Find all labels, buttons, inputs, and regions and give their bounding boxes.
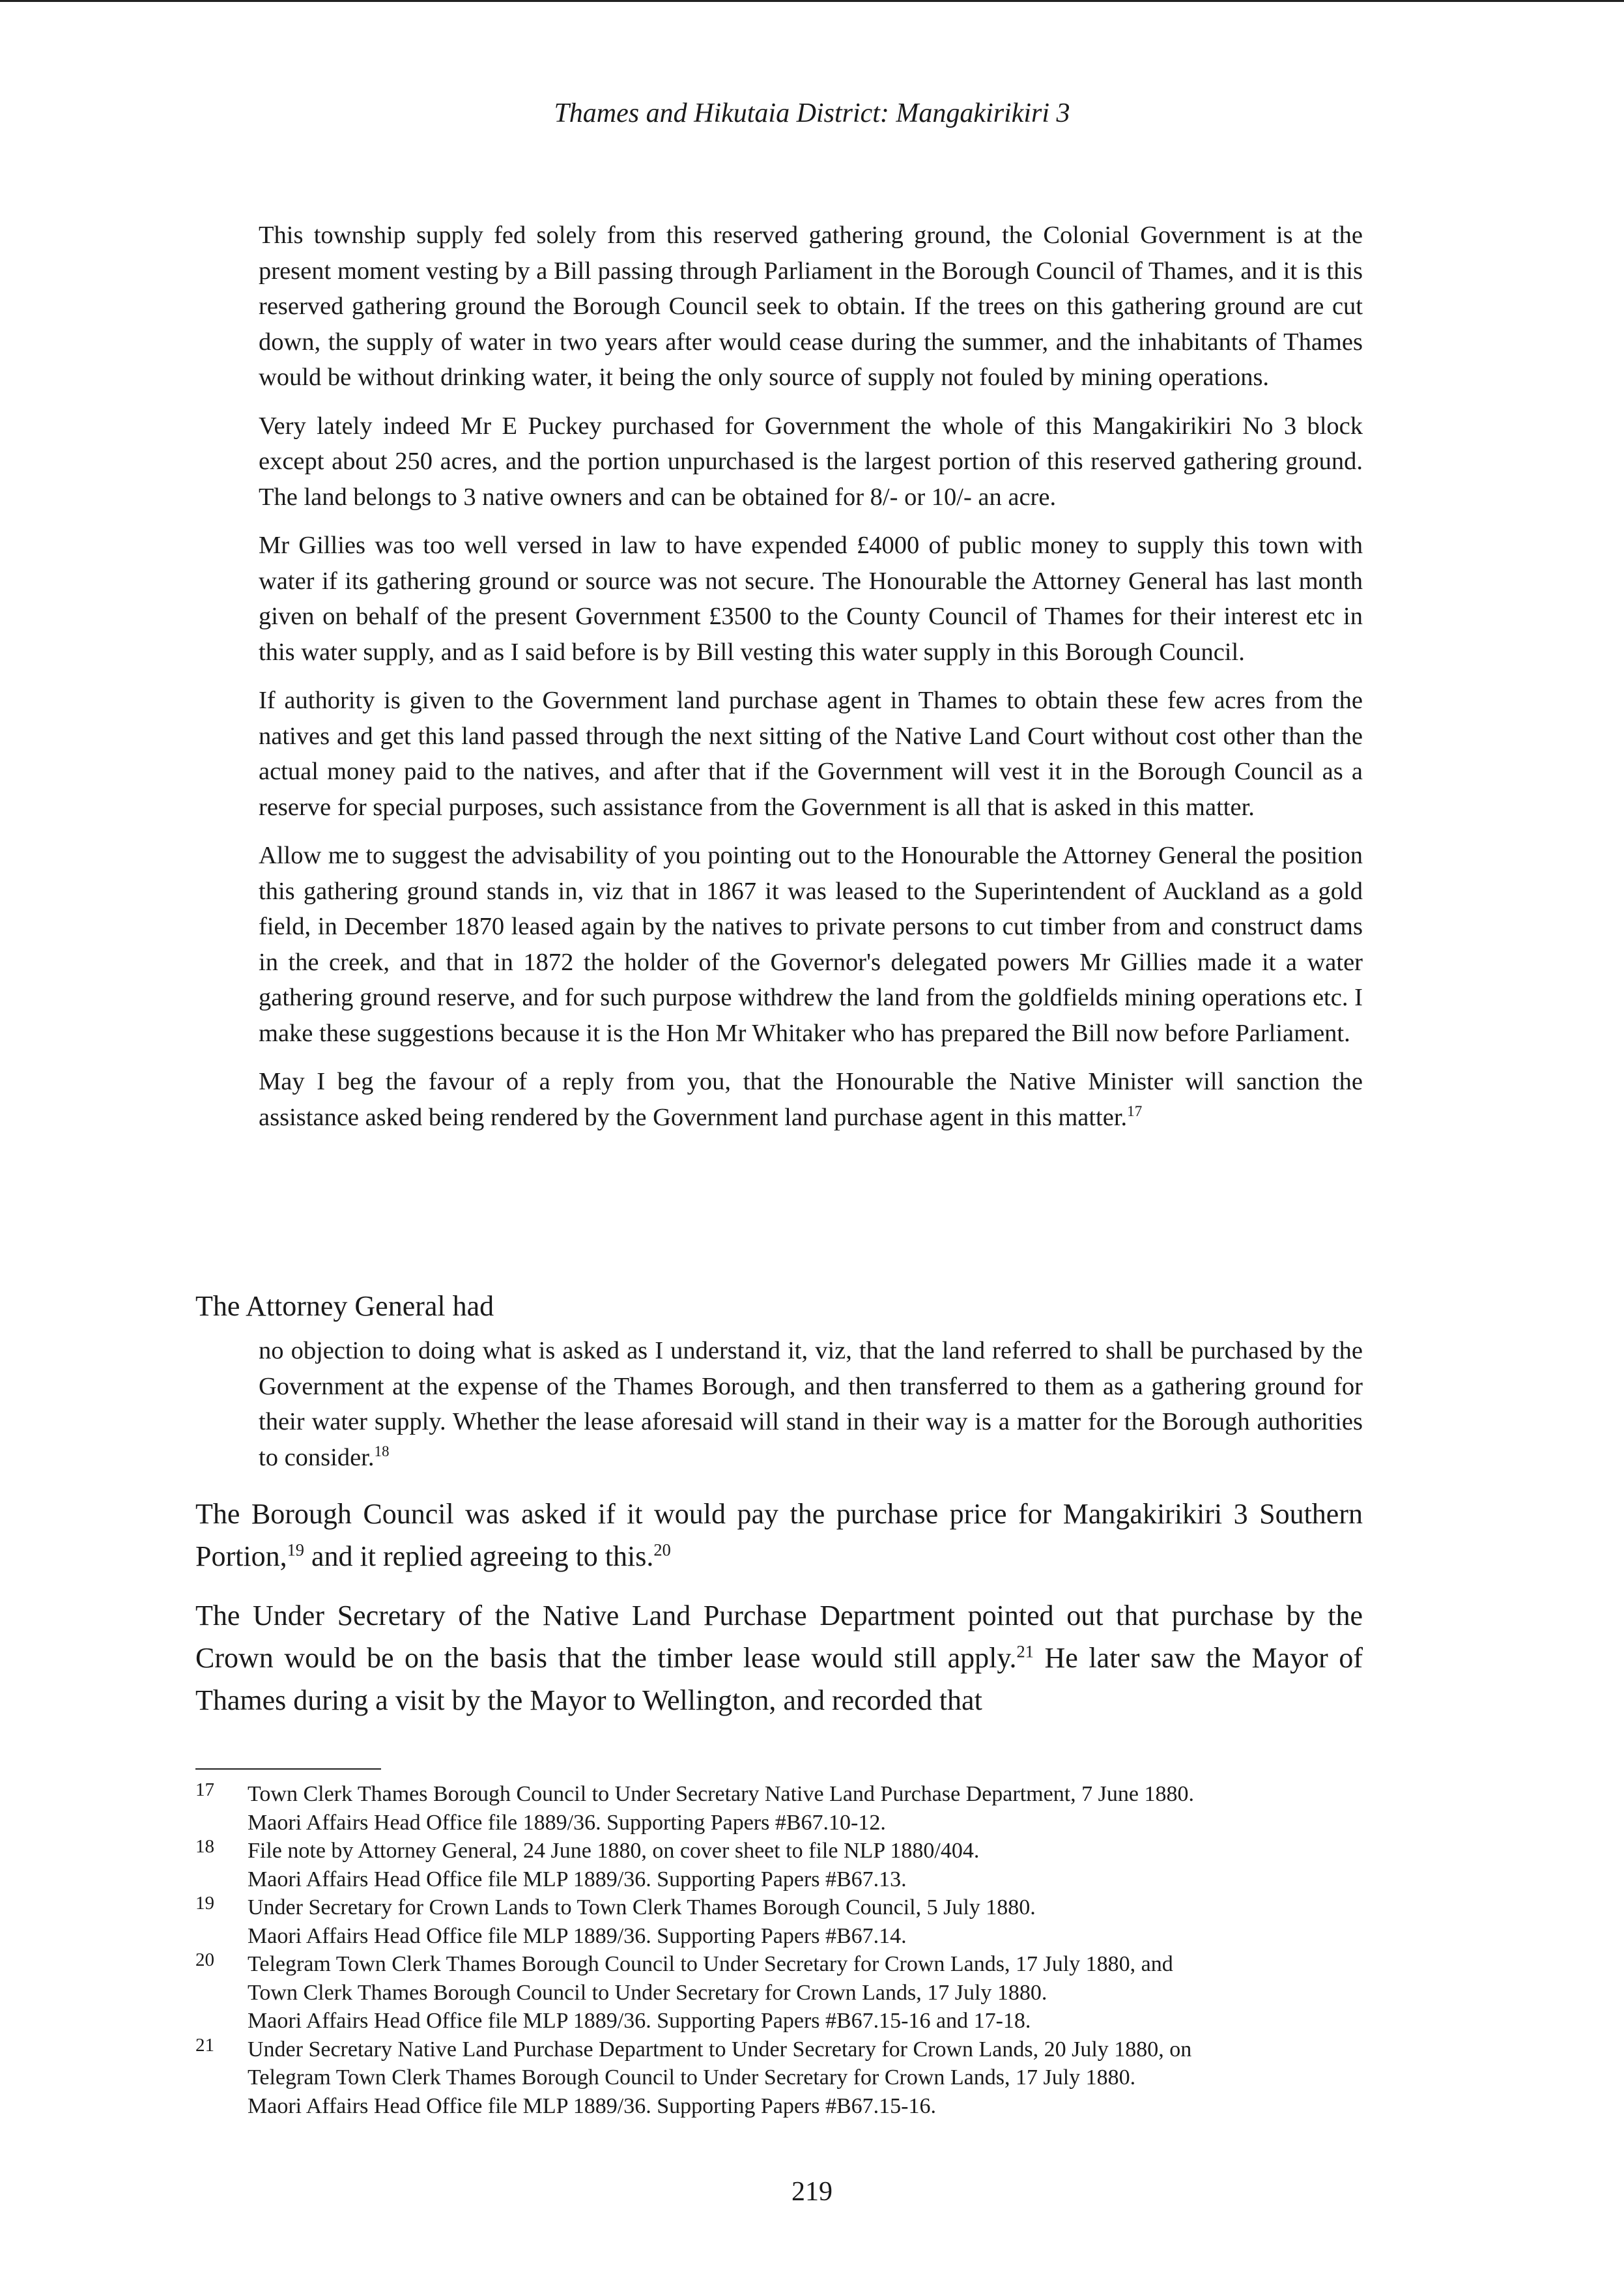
footnote-number: 17: [195, 1779, 214, 1800]
footnote-line: File note by Attorney General, 24 June 1880, on cover sheet to file NLP 1880/404.: [248, 1839, 980, 1863]
footnote-ref[interactable]: 19: [287, 1540, 304, 1560]
quote-paragraph-text: May I beg the favour of a reply from you, that the Honourable the Native Minister will sanction the assistance asked being rendered by the Government land purchase agent in this matter.: [259, 1068, 1363, 1131]
paragraph-text: and it replied agreeing to this.: [304, 1540, 654, 1572]
paragraph-text: The Under Secretary of the Native Land Purchase Department pointed out that purchase by the Crown would be on the basis that the timber lease would still apply.: [195, 1600, 1363, 1674]
attorney-lead: The Attorney General had: [195, 1290, 494, 1322]
footnotes: [195, 1780, 1368, 2120]
quote-paragraph-last: [259, 1064, 1363, 1135]
footnote-ref[interactable]: 20: [653, 1540, 671, 1560]
running-head: Thames and Hikutaia District: Mangakirikiri 3: [554, 98, 1070, 128]
block-quote-letter: [259, 218, 1363, 1148]
footnote: [195, 1837, 1368, 1893]
quote-paragraph: If authority is given to the Government land purchase agent in Thames to obtain these few acres from the natives and get this land passed through the next sitting of the Native Land Court without cost other than the actual money paid to the natives, and after that if the Government will vest it in the Borough Council as a reserve for special purposes, such assistance from the Government is all that is asked in this matter.: [259, 687, 1363, 821]
footnote-number: 18: [195, 1836, 214, 1857]
footnote-ref[interactable]: 17: [1127, 1102, 1143, 1119]
footnote: [195, 1780, 1368, 1837]
footnote-line: Maori Affairs Head Office file MLP 1889/36. Supporting Papers #B67.13.: [248, 1867, 907, 1891]
body-paragraph-council: [195, 1493, 1363, 1577]
top-border-line: [0, 0, 1624, 2]
footnote-ref[interactable]: 18: [374, 1442, 390, 1459]
footnote-line: Maori Affairs Head Office file MLP 1889/36. Supporting Papers #B67.14.: [248, 1923, 907, 1948]
quote-paragraph-text: no objection to doing what is asked as I understand it, viz, that the land referred to shall be purchased by the Government at the expense of the Thames Borough, and then transferred to them as a gathering ground for their water supply. Whether the lease aforesaid will stand in their way is a matter for the Borough authorities to consider.: [259, 1337, 1363, 1471]
footnote-line: Under Secretary for Crown Lands to Town Clerk Thames Borough Council, 5 July 1880.: [248, 1895, 1036, 1919]
quote-paragraph: This township supply fed solely from this reserved gathering ground, the Colonial Government is at the present moment vesting by a Bill passing through Parliament in the Borough Council of Thames, and it is this reserved gathering ground the Borough Council seek to obtain. If the trees on this gathering ground are cut down, the supply of water in two years after would cease during the summer, and the inhabitants of Thames would be without drinking water, it being the only source of supply not fouled by mining operations.: [259, 222, 1363, 391]
footnote-line: Town Clerk Thames Borough Council to Under Secretary Native Land Purchase Department, 7 June 1880.: [248, 1782, 1194, 1806]
quote-paragraph: [259, 1333, 1363, 1475]
paragraph-text: The Borough Council was asked if it would pay the purchase price for Mangakirikiri 3 Southern Portion,: [195, 1498, 1363, 1572]
footnote-number: 20: [195, 1949, 214, 1970]
footnote-line: Telegram Town Clerk Thames Borough Council to Under Secretary for Crown Lands, 17 July 1880.: [248, 2065, 1136, 2090]
footnote-rule: [195, 1768, 381, 1770]
footnote: [195, 2035, 1368, 2121]
footnote-number: 21: [195, 2034, 214, 2056]
block-quote-attorney: [259, 1333, 1363, 1488]
footnote-ref[interactable]: 21: [1016, 1641, 1034, 1661]
footnote: [195, 1950, 1368, 2035]
quote-paragraph: Very lately indeed Mr E Puckey purchased for Government the whole of this Mangakirikiri No 3 block except about 250 acres, and the portion unpurchased is the largest portion of this reserved gathering ground. The land belongs to 3 native owners and can be obtained for 8/- or 10/- an acre.: [259, 412, 1363, 511]
footnote-line: Town Clerk Thames Borough Council to Under Secretary for Crown Lands, 17 July 1880.: [248, 1980, 1047, 2005]
footnote-line: Under Secretary Native Land Purchase Department to Under Secretary for Crown Lands, 20 July 1880, on: [248, 2037, 1192, 2062]
quote-paragraph: Mr Gillies was too well versed in law to have expended £4000 of public money to supply this town with water if its gathering ground or source was not secure. The Honourable the Attorney General has last month given on behalf of the present Government £3500 to the County Council of Thames for their interest etc in this water supply, and as I said before is by Bill vesting this water supply in this Borough Council.: [259, 532, 1363, 666]
footnote-line: Maori Affairs Head Office file 1889/36. Supporting Papers #B67.10-12.: [248, 1810, 886, 1835]
footnote-line: Maori Affairs Head Office file MLP 1889/36. Supporting Papers #B67.15-16 and 17-18.: [248, 2009, 1031, 2033]
footnote-line: Telegram Town Clerk Thames Borough Council to Under Secretary for Crown Lands, 17 July 1880, and: [248, 1952, 1173, 1976]
footnote-line: Maori Affairs Head Office file MLP 1889/36. Supporting Papers #B67.15-16.: [248, 2093, 937, 2118]
quote-paragraph: Allow me to suggest the advisability of you pointing out to the Honourable the Attorney General the position this gathering ground stands in, viz that in 1867 it was leased to the Superintendent of Auckland as a gold field, in December 1870 leased again by the natives to private persons to cut timber from and construct dams in the creek, and that in 1872 the holder of the Governor's delegated powers Mr Gillies made it a water gathering ground reserve, and for such purpose withdrew the land from the goldfields mining operations etc. I make these suggestions because it is the Hon Mr Whitaker who has prepared the Bill now before Parliament.: [259, 842, 1363, 1047]
body-paragraph-under-secretary: [195, 1594, 1363, 1721]
paragraph-text: He later saw the Mayor of Thames during a visit by the Mayor to Wellington, and recorded that: [195, 1642, 1363, 1716]
footnote-number: 19: [195, 1893, 214, 1914]
page-number: 219: [791, 2177, 833, 2207]
footnote: [195, 1893, 1368, 1950]
